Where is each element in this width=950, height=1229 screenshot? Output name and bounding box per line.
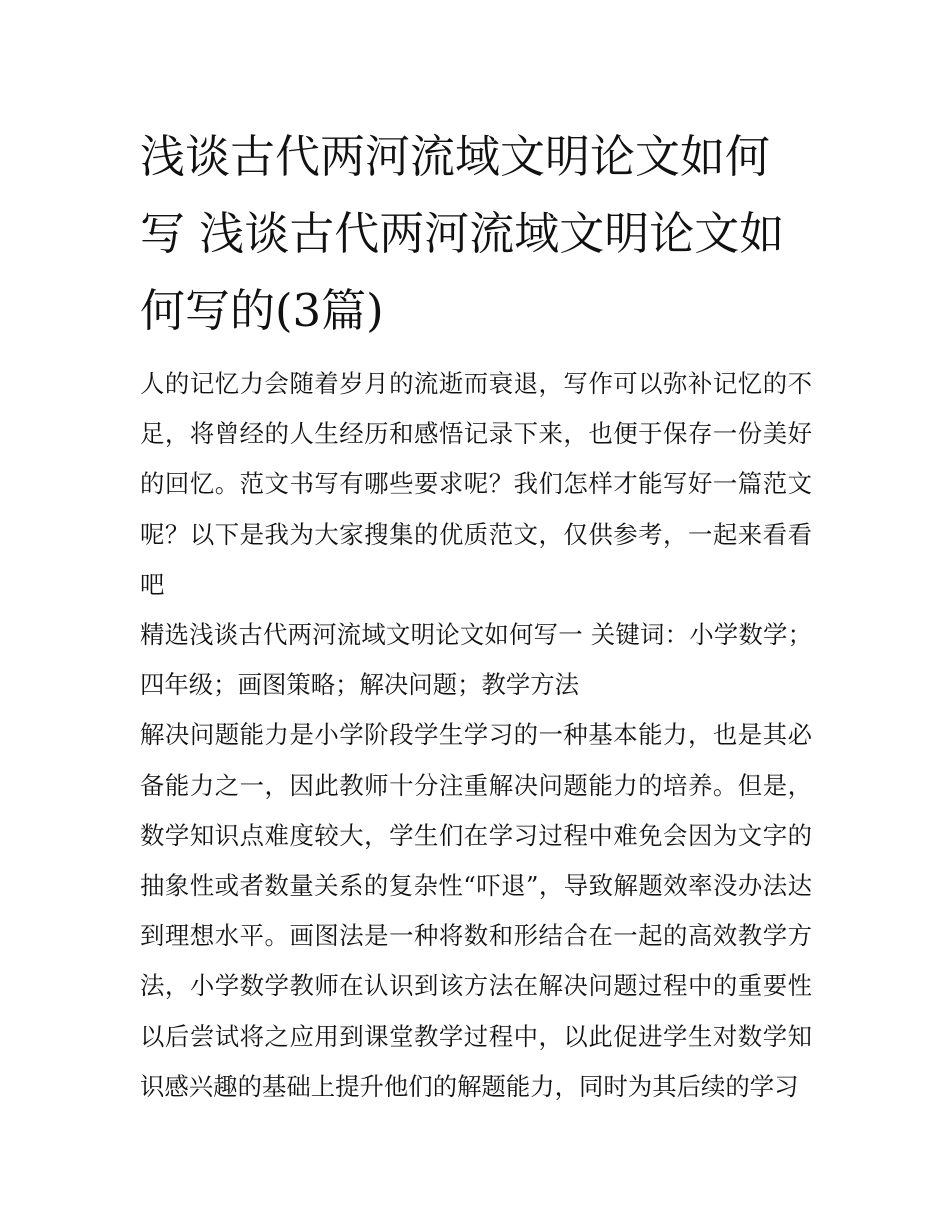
body-paragraph: 解决问题能力是小学阶段学生学习的一种基本能力，也是其必备能力之一，因此教师十分注重解决问题能力的培养。但是，数学知识点难度较大，学生们在学习过程中难免会因为文字的抽象性或者数量关系的复杂性“吓退”，导致解题效率没办法达到理想水平。画图法是一种将数和形结合在一起的高效教学方法，小学数学教师在认识到该方法在解决问题过程中的重要性以后尝试将之应用到课堂教学过程中，以此促进学生对数学知识感兴趣的基础上提升他们的解题能力，同时为其后续的学习	[140, 720, 812, 1101]
intro-paragraph: 人的记忆力会随着岁月的流逝而衰退，写作可以弥补记忆的不足，将曾经的人生经历和感悟记录下来，也便于保存一份美好的回忆。范文书写有哪些要求呢？我们怎样才能写好一篇范文呢？以下是我为大家搜集的优质范文，仅供参考，一起来看看吧	[140, 369, 812, 599]
document-body	[140, 118, 812, 1112]
document-title: 浅谈古代两河流域文明论文如何写 浅谈古代两河流域文明论文如何写的(3篇)	[140, 130, 785, 337]
keywords-paragraph: 精选浅谈古代两河流域文明论文如何写一 关键词：小学数学；四年级；画图策略；解决问题；教学方法	[140, 620, 812, 700]
